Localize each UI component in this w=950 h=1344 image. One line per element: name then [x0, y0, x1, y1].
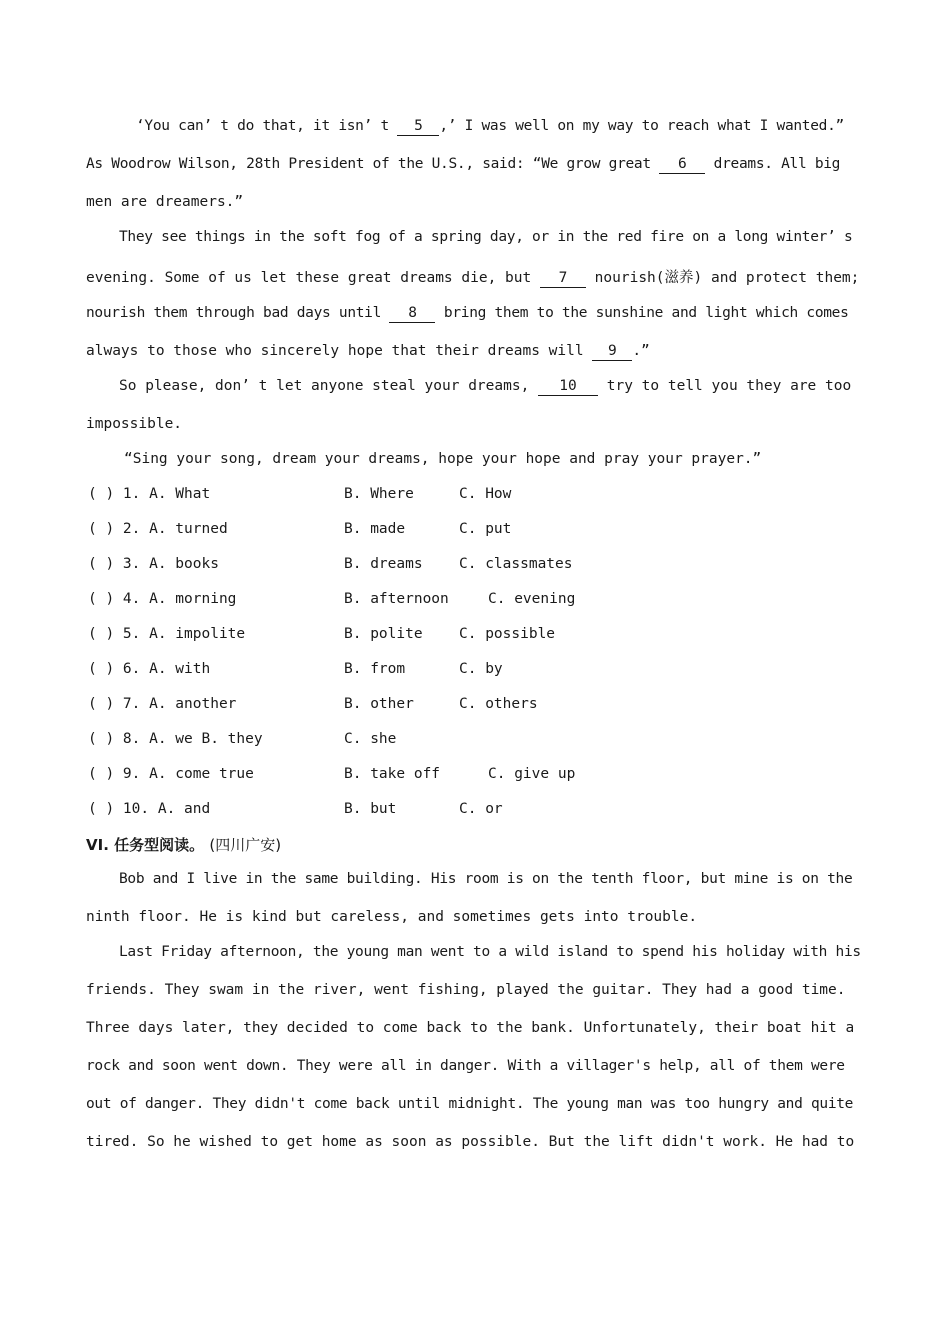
option-c: C. by [459, 661, 503, 677]
passage-line [119, 378, 864, 396]
question-stem-option-a: ( ) 7. A. another [88, 696, 237, 712]
question-stem-option-a: ( ) 9. A. come true [88, 766, 254, 782]
option-c: C. others [459, 696, 538, 712]
text-run: So please, don’ t let anyone steal your dreams, [119, 378, 539, 394]
blank-9: 9 [592, 344, 632, 361]
section-source: (四川广安) [209, 836, 282, 854]
blank-10: 10 [538, 379, 598, 396]
passage-line: They see things in the soft fog of a spring day, or in the red fire on a long winter’ s [119, 229, 853, 245]
text-run: always to those who sincerely hope that their dreams will [86, 343, 593, 359]
text-run: bring them to the sunshine and light which comes [435, 305, 849, 321]
question-stem-option-a: ( ) 3. A. books [88, 556, 219, 572]
question-stem-option-a: ( ) 5. A. impolite [88, 626, 246, 642]
option-b: B. polite [344, 626, 423, 642]
question-stem-option-a: ( ) 2. A. turned [88, 521, 228, 537]
option-b: B. from [344, 661, 406, 677]
blank-6: 6 [659, 157, 705, 174]
option-c: C. classmates [459, 556, 573, 572]
passage-line: Bob and I live in the same building. His room is on the tenth floor, but mine is on the [119, 871, 853, 887]
option-b: C. she [344, 731, 397, 747]
text-run: dreams. All big [705, 156, 841, 172]
passage-line [86, 266, 864, 288]
passage-line: friends. They swam in the river, went fishing, played the guitar. They had a good time. [86, 982, 846, 998]
passage-line [136, 118, 864, 136]
text-run: As Woodrow Wilson, 28th President of the U.S., said: “We grow great [86, 156, 660, 172]
passage-line: Three days later, they decided to come back to the bank. Unfortunately, their boat hit a [86, 1020, 855, 1036]
option-b: B. dreams [344, 556, 423, 572]
question-stem-option-a: ( ) 8. A. we B. they [88, 731, 263, 747]
option-b: B. but [344, 801, 397, 817]
option-c: C. or [459, 801, 503, 817]
text-run: try to tell you they are too [598, 378, 852, 394]
passage-line: rock and soon went down. They were all in danger. With a villager's help, all of them were [86, 1058, 845, 1074]
passage-line: out of danger. They didn't come back until midnight. The young man was too hungry and quite [86, 1096, 854, 1112]
passage-line [86, 305, 864, 323]
text-run: nourish them through bad days until [86, 305, 390, 321]
passage-line: men are dreamers.” [86, 194, 244, 210]
text-run: evening. Some of us let these great dreams die, but [86, 270, 540, 286]
text-run: ‘You can’ t do that, it isn’ t [136, 118, 398, 134]
passage-line: “Sing your song, dream your dreams, hope your hope and pray your prayer.” [124, 451, 762, 467]
question-stem-option-a: ( ) 10. A. and [88, 801, 211, 817]
option-c: C. How [459, 486, 512, 502]
text-run: ,’ I was well on my way to reach what I wanted.” [439, 118, 844, 134]
passage-line [86, 343, 864, 361]
option-b: B. take off [344, 766, 441, 782]
option-c: C. put [459, 521, 512, 537]
option-c: C. possible [459, 626, 556, 642]
passage-line: Last Friday afternoon, the young man went to a wild island to spend his holiday with his [119, 944, 861, 960]
option-c: C. give up [488, 766, 576, 782]
blank-5: 5 [397, 119, 439, 136]
question-stem-option-a: ( ) 1. A. What [88, 486, 211, 502]
section-heading [86, 834, 281, 855]
option-b: B. afternoon [344, 591, 449, 607]
passage-line: tired. So he wished to get home as soon as possible. But the lift didn't work. He had to [86, 1134, 855, 1150]
blank-7: 7 [540, 271, 586, 288]
blank-8: 8 [389, 306, 435, 323]
passage-line: impossible. [86, 416, 183, 432]
text-run: .” [632, 343, 650, 359]
question-stem-option-a: ( ) 6. A. with [88, 661, 211, 677]
passage-line: ninth floor. He is kind but careless, and sometimes gets into trouble. [86, 909, 698, 925]
option-b: B. Where [344, 486, 414, 502]
text-run: nourish(滋养) and protect them; [585, 270, 860, 286]
question-stem-option-a: ( ) 4. A. morning [88, 591, 237, 607]
option-b: B. other [344, 696, 414, 712]
option-c: C. evening [488, 591, 576, 607]
passage-line [86, 156, 864, 174]
option-b: B. made [344, 521, 406, 537]
section-title: VI. 任务型阅读。 [86, 836, 205, 854]
